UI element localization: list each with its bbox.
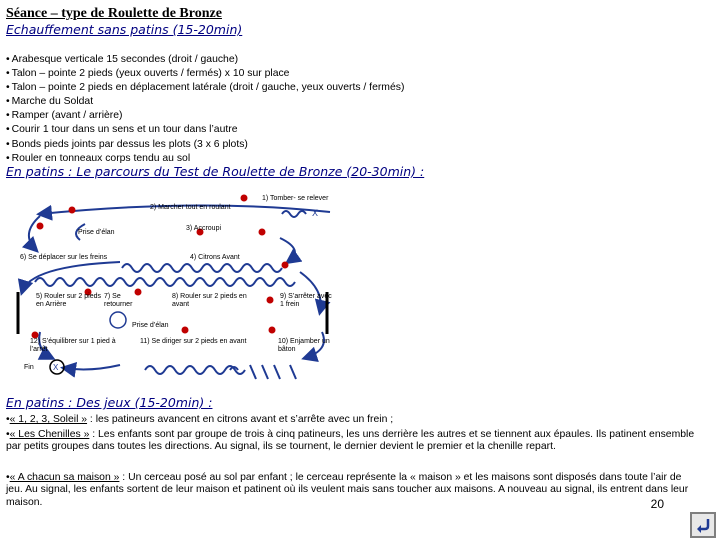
label-fin: Fin xyxy=(24,364,34,371)
cone xyxy=(37,223,44,230)
squiggle-row5 xyxy=(35,278,295,286)
game-title-1: « 1, 2, 3, Soleil » xyxy=(9,414,88,425)
warmup-heading: Echauffement sans patins (15-20min) xyxy=(6,22,243,37)
label-4: 4) Citrons Avant xyxy=(190,254,240,261)
list-item: • Marche du Soldat xyxy=(6,95,404,109)
label-3: 3) Accroupi xyxy=(186,225,222,232)
cone xyxy=(241,195,248,202)
turn-circle xyxy=(110,312,126,328)
label-1: 1) Tomber- se relever xyxy=(262,195,329,202)
cone xyxy=(282,262,289,269)
list-item: • Arabesque verticale 15 secondes (droit / gauche) xyxy=(6,53,404,67)
game-text-1: : les patineurs avancent en citrons avant et s’arrête avec un frein ; xyxy=(87,414,394,425)
label-2: 2) Marcher tout en roulant xyxy=(150,204,231,211)
cone xyxy=(259,229,266,236)
game-paragraph-3: •« A chacun sa maison » : Un cerceau posé au sol par enfant ; le cerceau représente la « maison » et les maisons sont disposés dans toute l’air de jeu. Au signal, les enfants sortent de leur maison et patinent où ils veulent mais sans toucher aux maisons. A nouveau au signal, ils entrent dans leur maison. xyxy=(6,472,689,508)
list-item: • Bonds pieds joints par dessus les plots (3 x 6 plots) xyxy=(6,138,404,152)
game-title-2: « Les Chenilles » xyxy=(9,429,90,440)
squiggle-citrons xyxy=(122,264,282,272)
x-mark: X xyxy=(312,208,319,218)
label-7: 7) Se retourner xyxy=(104,293,133,308)
label-12: 12) S’équilibrer sur 1 pied à l’arrêt xyxy=(30,338,116,353)
list-item: • Talon – pointe 2 pieds (yeux ouverts / fermés) x 10 sur place xyxy=(6,67,404,81)
cone xyxy=(69,207,76,214)
list-item: • Rouler en tonneaux corps tendu au sol xyxy=(6,152,404,166)
list-item: • Courir 1 tour dans un sens et un tour dans l’autre xyxy=(6,123,404,137)
squiggle-tomber xyxy=(282,211,306,217)
label-11: 11) Se diriger sur 2 pieds en avant xyxy=(140,338,247,345)
list-item: • Talon – pointe 2 pieds en déplacement latérale (droit / gauche, yeux ouverts / fermés) xyxy=(6,81,404,95)
list-item: • Ramper (avant / arrière) xyxy=(6,109,404,123)
game-paragraph-1: •« 1, 2, 3, Soleil » : les patineurs avancent en citrons avant et s’arrête avec un frein ; xyxy=(6,414,394,425)
return-button[interactable] xyxy=(690,512,716,538)
path-row4-left xyxy=(22,262,120,292)
path-to-fin xyxy=(64,365,120,369)
cone xyxy=(269,327,276,334)
games-heading: En patins : Des jeux (15-20min) : xyxy=(6,395,213,410)
fin-x: X xyxy=(53,363,59,372)
course-heading: En patins : Le parcours du Test de Roulette de Bronze (20-30min) : xyxy=(6,164,425,179)
game-title-3: « A chacun sa maison » xyxy=(9,472,120,483)
game-text-2: : Les enfants sont par groupe de trois à cinq patineurs, les uns derrière les autres et se tiennent aux épaules. Ils patinent ensemble par petits groupes dans toutes les directions. Au signal, ils se tournent, le dernier devient le premier et la chenille repart. xyxy=(6,429,695,453)
label-6: 6) Se déplacer sur les freins xyxy=(20,254,108,261)
label-elan-1: Prise d’élan xyxy=(78,229,115,236)
return-arrow-icon xyxy=(694,516,712,534)
label-elan-2: Prise d’élan xyxy=(132,322,169,329)
label-8: 8) Rouler sur 2 pieds en avant xyxy=(172,293,247,308)
game-text-3: : Un cerceau posé au sol par enfant ; le cerceau représente la « maison » et les maisons sont disposés dans toute l’air de jeu. Au signal, les enfants sortent de leur maison et patinent où ils veulent mais sans toucher aux maisons. A nouveau au signal, ils entrent dans leur maison. xyxy=(6,472,689,508)
page-number: 20 xyxy=(650,497,664,511)
label-9: 9) S’arrêter avec 1 frein xyxy=(280,293,332,308)
game-paragraph-2: •« Les Chenilles » : Les enfants sont par groupe de trois à cinq patineurs, les uns derrière les autres et se tiennent aux épaules. Ils patinent ensemble par petits groupes dans toutes les directions. Au signal, ils se tournent, le dernier devient le premier et la chenille repart. xyxy=(6,429,695,453)
path-right-down xyxy=(280,238,295,262)
label-10: 10) Enjamber un bâton xyxy=(278,338,330,353)
cone xyxy=(182,327,189,334)
cone xyxy=(267,297,274,304)
label-5: 5) Rouler sur 2 pieds en Arrière xyxy=(36,293,101,308)
page-title: Séance – type de Roulette de Bronze xyxy=(6,6,222,21)
path-left-down xyxy=(29,216,40,250)
squiggle-row10 xyxy=(230,365,296,379)
